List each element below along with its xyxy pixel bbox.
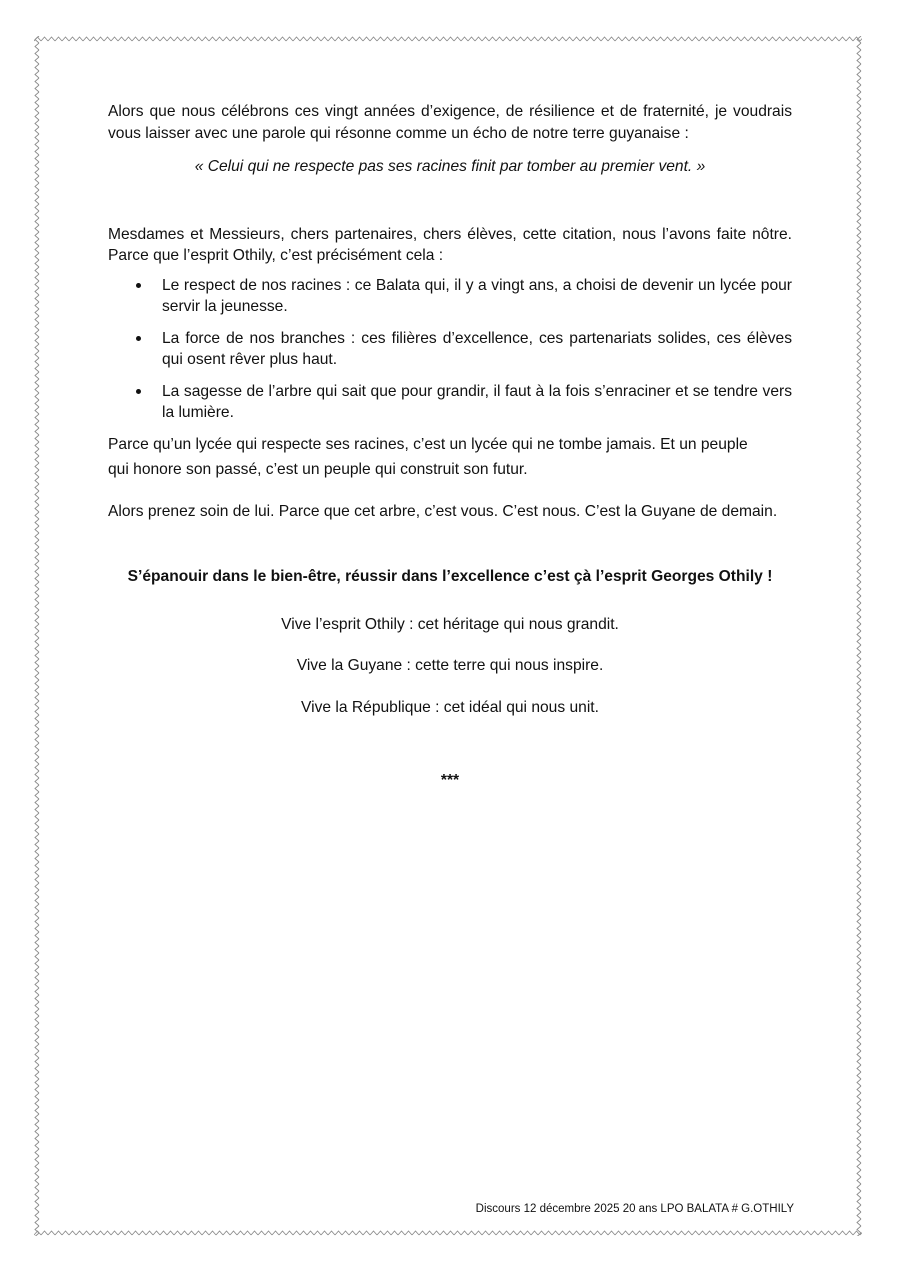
section-separator: *** <box>440 772 460 789</box>
list-item-text: La sagesse de l’arbre qui sait que pour grandir, il faut à la fois s’enraciner et se tendre vers la lumière. <box>162 382 792 421</box>
quote: « Celui qui ne respecte pas ses racines finit par tomber au premier vent. » <box>194 158 706 175</box>
bullet-list <box>108 275 792 424</box>
care-paragraph: Alors prenez soin de lui. Parce que cet arbre, c’est vous. C’est nous. C’est la Guyane de demain. <box>108 502 778 520</box>
document-body <box>108 101 792 792</box>
bullet-icon <box>136 283 141 288</box>
roots-paragraph <box>108 434 792 481</box>
bullet-icon <box>136 389 141 394</box>
vive-line-guyane: Vive la Guyane : cette terre qui nous inspire. <box>296 657 604 674</box>
bullet-icon <box>136 336 141 341</box>
list-item-text: Le respect de nos racines : ce Balata qui, il y a vingt ans, a choisi de devenir un lycée pour servir la jeunesse. <box>162 276 792 315</box>
list-item <box>162 381 792 424</box>
roots-paragraph-line2: qui honore son passé, c’est un peuple qui construit son futur. <box>108 461 528 478</box>
vive-line-republique: Vive la République : cet idéal qui nous unit. <box>301 698 599 716</box>
list-item <box>162 275 792 318</box>
address-paragraph: Mesdames et Messieurs, chers partenaires, chers élèves, cette citation, nous l’avons faite nôtre. Parce que l’esprit Othily, c’est précisément cela : <box>108 225 792 264</box>
list-item-text: La force de nos branches : ces filières d’excellence, ces partenariats solides, ces élèves qui osent rêver plus haut. <box>162 329 792 368</box>
vive-line-othily: Vive l’esprit Othily : cet héritage qui nous grandit. <box>281 615 619 633</box>
page-footer: Discours 12 décembre 2025 20 ans LPO BALATA # G.OTHILY <box>475 1203 794 1215</box>
motto: S’épanouir dans le bien-être, réussir dans l’excellence c’est çà l’esprit Georges Othily ! <box>127 568 773 585</box>
roots-paragraph-line1: Parce qu’un lycée qui respecte ses racines, c’est un lycée qui ne tombe jamais. Et un peuple <box>108 435 748 453</box>
opening-paragraph: Alors que nous célébrons ces vingt années d’exigence, de résilience et de fraternité, je voudrais vous laisser avec une parole qui résonne comme un écho de notre terre guyanaise : <box>108 103 792 142</box>
list-item <box>162 328 792 371</box>
